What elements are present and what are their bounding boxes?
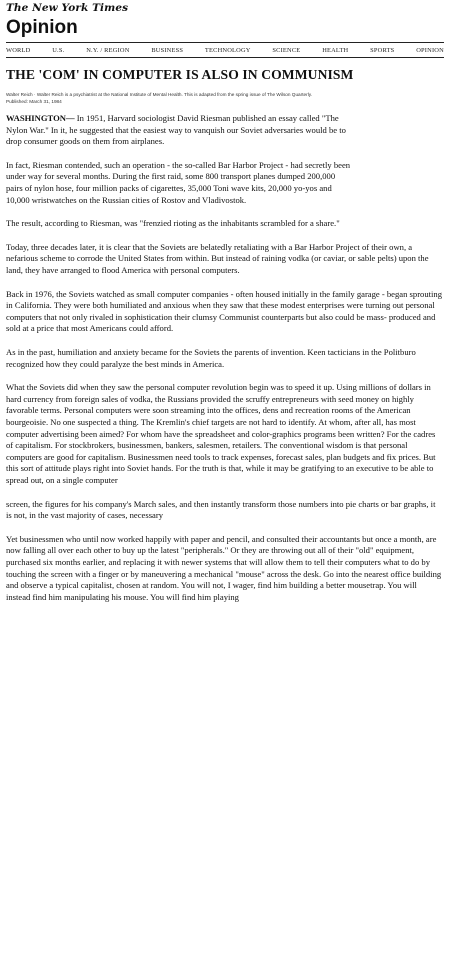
- nav-business[interactable]: BUSINESS: [151, 46, 184, 54]
- article-body: [6, 113, 444, 603]
- nav-health[interactable]: HEALTH: [322, 46, 349, 54]
- nav-ny-region[interactable]: N.Y. / REGION: [86, 46, 130, 54]
- nav-technology[interactable]: TECHNOLOGY: [204, 46, 251, 54]
- article-paragraph: screen, the figures for his company's March sales, and then instantly transform those numbers into pie charts or bar graphs, it is not, in the vast majority of cases, necessary: [6, 498, 436, 521]
- dateline: WASHINGTON—: [6, 113, 75, 124]
- section-title: Opinion: [6, 17, 78, 38]
- article-paragraph: Today, three decades later, it is clear that the Soviets are belatedly retaliating with a Bar Harbor Project of their own, a nefarious scheme to corrode the United States from within. But instead of raining vodka (or caviar, or sable pelts) upon the land, they have arranged to flood America with personal computers.: [6, 241, 429, 276]
- article-paragraph: The result, according to Riesman, was "frenzied rioting as the inhabitants scrambled for a share.": [6, 218, 340, 229]
- nav-sports[interactable]: SPORTS: [370, 46, 395, 54]
- section-nav: [6, 42, 444, 58]
- article-paragraph: Back in 1976, the Soviets watched as small computer companies - often housed initially in the family garage - began sprouting in California. They were both humiliated and anxious when they saw that these modest enterprises were turning out personal computers that not only rivaled in sophistication their clumsy Communist counterparts but also could be mass- produced and sold at a price that most Americans could afford.: [6, 288, 443, 334]
- nav-science[interactable]: SCIENCE: [272, 46, 301, 54]
- article-paragraph: Yet businessmen who until now worked happily with paper and pencil, and consulted their accountants but once a month, are now falling all over each other to buy up the latest "peripherals." Or they are throwing out all of their "old" equipment, purchased six months earlier, and replacing it with newer systems that will allow them to tell their computers what to do by touching the screen with a finger or by maneuvering a mechanical "mouse" across the desk. Go into the nearest office building and observe a typical capitalist, chosen at random. You will not, I wager, find him building a better mousetrap. You will instead find him manipulating his mouse. You will find him playing: [6, 533, 442, 602]
- article-paragraph: What the Soviets did when they saw the personal computer revolution begin was to speed it up. Using millions of dollars in hard currency from foreign sales of vodka, the Russians provided the scruffy entrepreneurs with seed money on highly favorable terms. Personal computers were soon streaming into the offices, dens and recreation rooms of the American bourgeoisie. No one suspected a thing. The Kremlin's chief targets are not hard to identify. At whom, after all, has most computer advertising been aimed? For whom have the spreadsheet and color-graphics programs been written? For the cadres of capitalism. For stockbrokers, businessmen, bankers, salesmen, retailers. The conventional wisdom is that personal computers are good for capitalism. Businessmen need tools to track expenses, forecast sales, plan budgets and fix prices. But this sort of attitude plays right into Soviet hands. For the truth is that, while it may be gratifying to an executive to be able to spread out, on a single computer: [6, 382, 436, 485]
- article-paragraph: As in the past, humiliation and anxiety became for the Soviets the parents of invention. Keen tacticians in the Politburo recognized how they could paralyze the best minds in America.: [6, 347, 416, 369]
- publish-date: Published: March 31, 1984: [6, 99, 62, 105]
- article-byline: Walter Reich · Walter Reich is a psychiatrist at the National Institute of Mental Health. This is adapted from the spring issue of The Wilson Quarterly.: [6, 92, 313, 98]
- article-paragraph: WASHINGTON— In 1951, Harvard sociologist David Riesman published an essay called "The Nylon War." In it, he suggested that the easiest way to vanquish our Soviet adversaries would be to drop consumer goods on them from airplanes.: [6, 113, 346, 147]
- nav-opinion[interactable]: OPINION: [416, 46, 444, 54]
- nyt-logo[interactable]: The New York Times: [6, 2, 129, 14]
- article-paragraph: In fact, Riesman contended, such an operation - the so-called Bar Harbor Project - had secretly been under way for several months. During the first raid, some 800 transport planes dumped 200,000 pairs of nylon hose, four million packs of cigarettes, 35,000 Toni wave kits, 20,000 yo-yos and 10,000 wristwatches on the Russian cities of Rostov and Vladivostok.: [6, 159, 351, 205]
- article-headline: THE 'COM' IN COMPUTER IS ALSO IN COMMUNISM: [6, 67, 354, 82]
- nav-world[interactable]: WORLD: [6, 46, 31, 54]
- nav-us[interactable]: U.S.: [52, 46, 65, 54]
